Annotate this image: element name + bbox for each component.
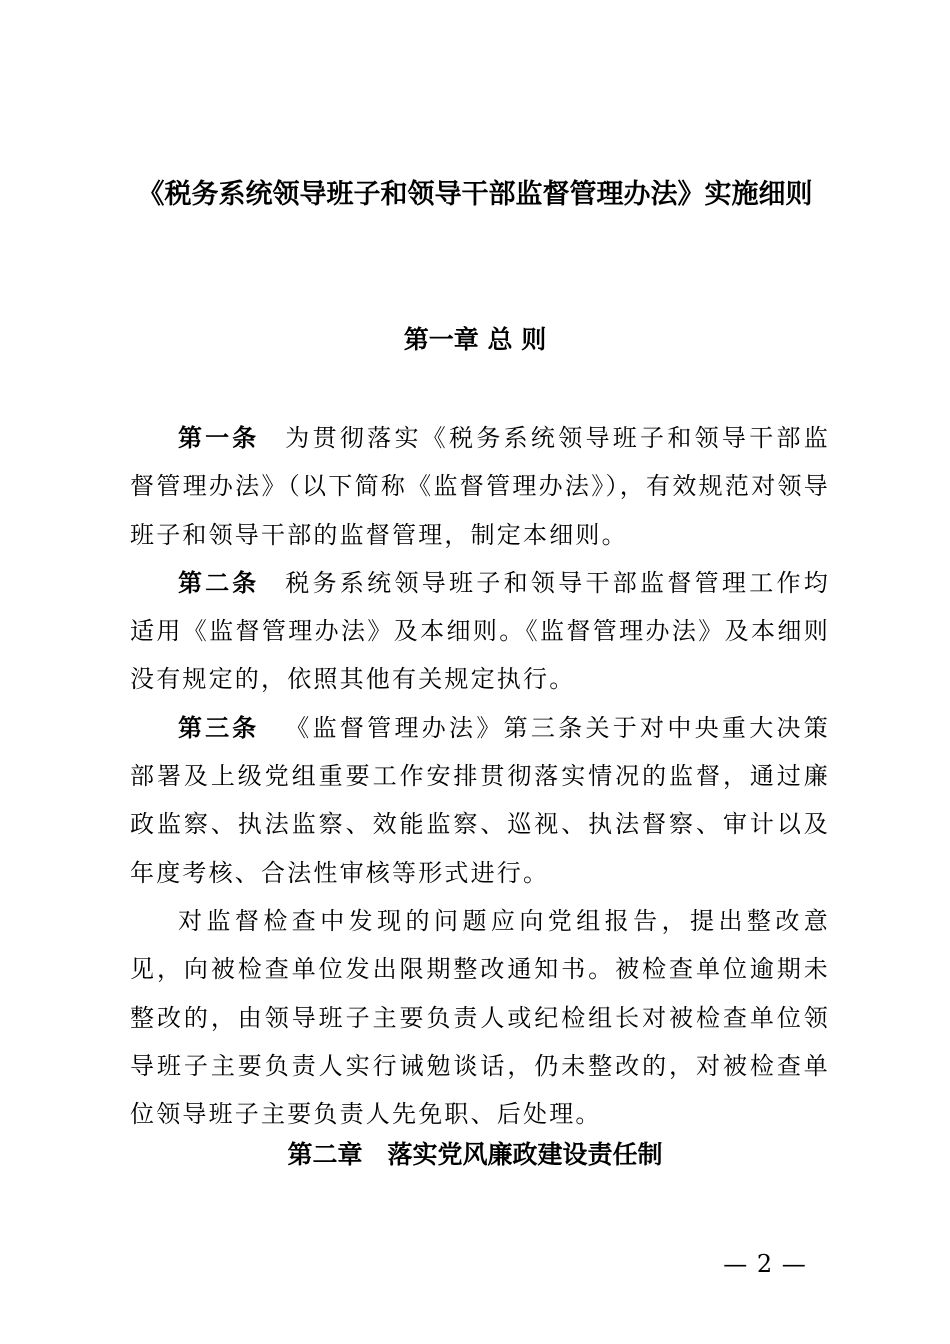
article-two bbox=[130, 559, 830, 704]
document-title: 《税务系统领导班子和领导干部监督管理办法》实施细则 bbox=[137, 179, 813, 210]
paragraph-text: 对监督检查中发现的问题应向党组报告，提出整改意见，向被检查单位发出限期整改通知书。被检查单位逾期未整改的，由领导班子主要负责人或纪检组长对被检查单位领导班子主要负责人实行诫勉谈话，仍未整改的，对被检查单位领导班子主要负责人先免职、后处理。 bbox=[130, 906, 830, 1129]
article-three bbox=[130, 704, 830, 897]
chapter-title-party-conduct-responsibility: 第二章 落实党风廉政建设责任制 bbox=[287, 1140, 663, 1169]
article-text: 税务系统领导班子和领导干部监督管理工作均适用《监督管理办法》及本细则。《监督管理办法》及本细则没有规定的，依照其他有关规定执行。 bbox=[130, 568, 831, 694]
page-number: — 2 — bbox=[723, 1250, 807, 1278]
article-label: 第三条 bbox=[178, 712, 260, 742]
chapter-one-body bbox=[130, 414, 830, 1138]
article-text: 为贯彻落实《税务系统领导班子和领导干部监督管理办法》（以下简称《监督管理办法》），有效规范对领导班子和领导干部的监督管理，制定本细则。 bbox=[130, 424, 831, 549]
article-label: 第二条 bbox=[178, 567, 260, 597]
article-three-continuation bbox=[130, 897, 830, 1138]
article-label: 第一条 bbox=[178, 423, 260, 452]
chapter-title-general-provisions: 第一章 总 则 bbox=[403, 325, 547, 354]
article-one bbox=[130, 414, 830, 559]
article-text: 《监督管理办法》第三条关于对中央重大决策部署及上级党组重要工作安排贯彻落实情况的监督，通过廉政监察、执法监察、效能监察、巡视、执法督察、审计以及年度考核、合法性审核等形式进行。 bbox=[130, 713, 831, 887]
